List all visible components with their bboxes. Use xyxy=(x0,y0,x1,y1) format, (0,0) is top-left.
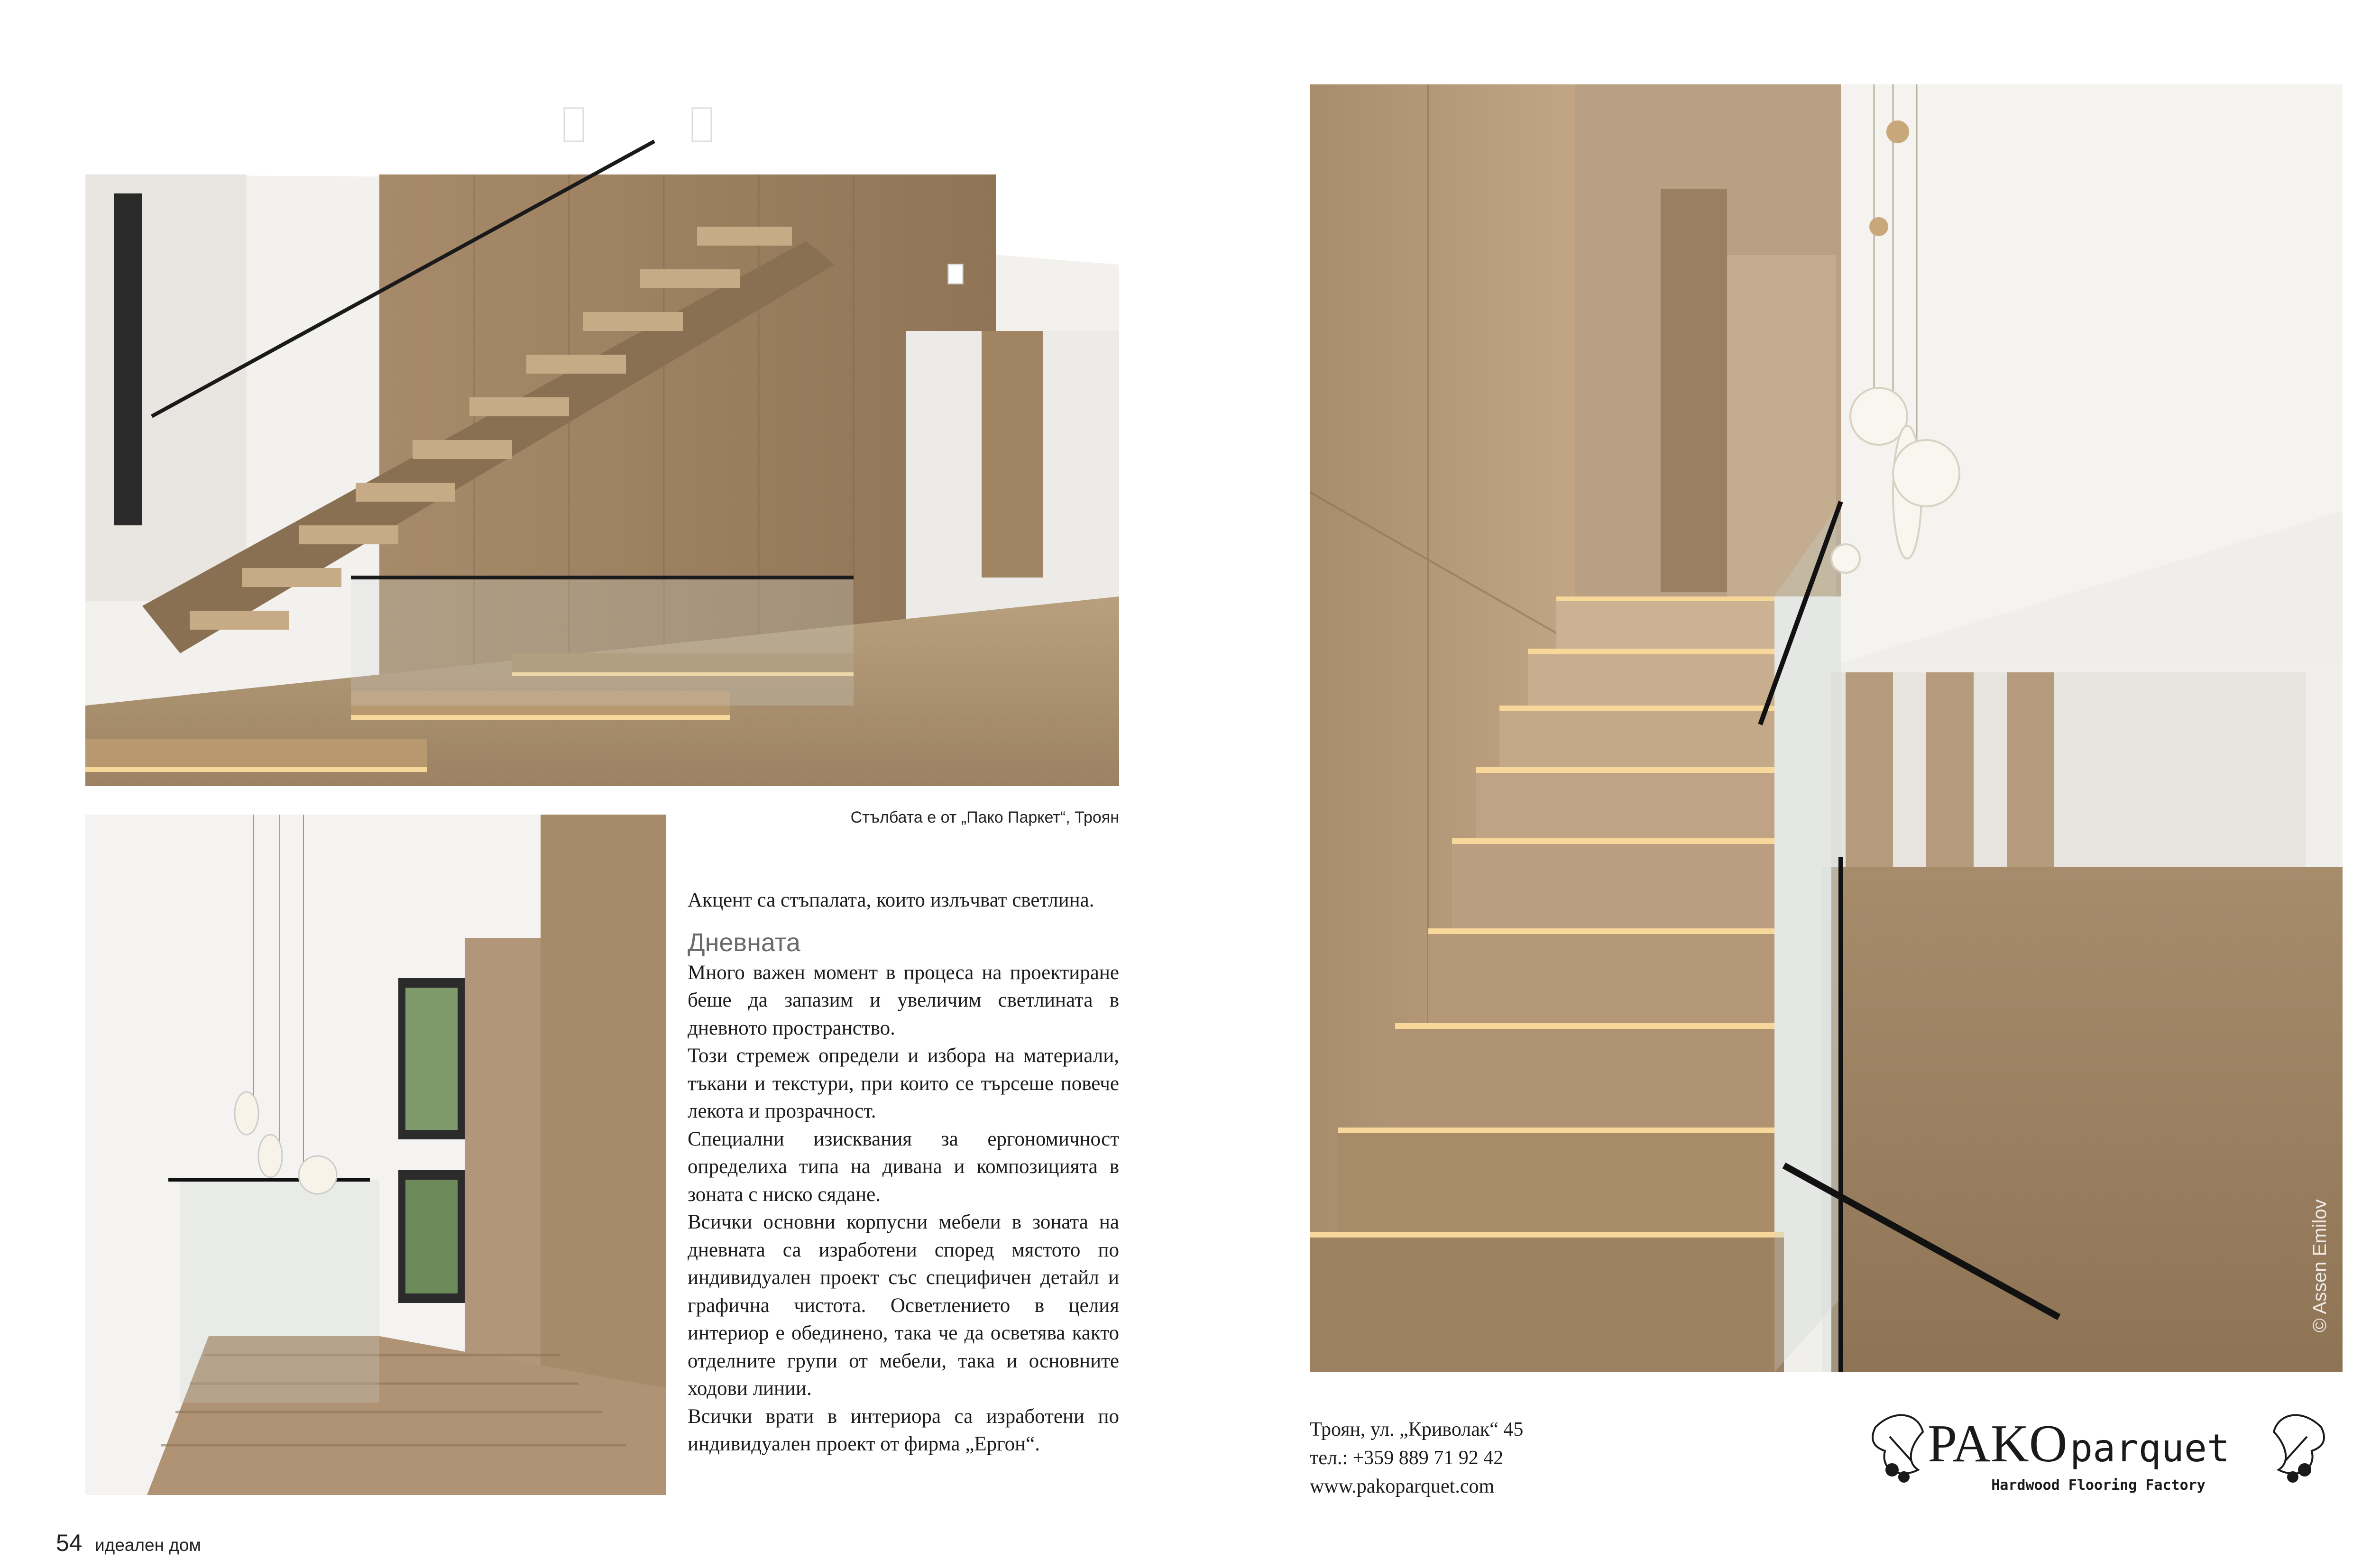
contact-website[interactable]: www.pakoparquet.com xyxy=(1310,1476,1495,1497)
advertiser-contact xyxy=(1310,1415,1642,1501)
oak-leaf-ornament-icon xyxy=(1873,1415,1923,1482)
article-lead: Акцент са стъпалата, които излъчват светлина. xyxy=(688,889,1094,911)
logo-brand-light: parquet xyxy=(2070,1426,2230,1470)
staircase-photo-stairwell xyxy=(85,815,666,1495)
article-paragraph: Всички основни корпусни мебели в зоната на дневната са изработени според мястото по индивидуален проект със специфичен детайл и графична чистота. Осветлението в целия интериор е обединено, така че да осветява както отделните групи от мебели, така и основните ходови линии. xyxy=(688,1211,1119,1400)
photo-credit: © Assen Emilov xyxy=(2309,1199,2330,1332)
staircase-photo-wide xyxy=(85,84,1119,786)
section-heading: Дневната xyxy=(688,928,800,957)
magazine-name: идеален дом xyxy=(95,1535,201,1555)
staircase-photo-led-steps xyxy=(1310,84,2343,1372)
oak-leaf-ornament-icon xyxy=(2274,1415,2324,1482)
article-paragraph: Този стремеж определи и избора на материали, тъкани и текстури, при които се търсеше повече лекота и прозрачност. xyxy=(688,1045,1119,1122)
article-body xyxy=(688,887,1119,1458)
contact-phone: тел.: +359 889 71 92 42 xyxy=(1310,1447,1504,1469)
photo-caption: Стълбата е от „Пако Паркет“, Троян xyxy=(850,808,1119,826)
article-paragraph: Много важен момент в процеса на проектиране беше да запазим и увеличим светлината в дневното пространство. xyxy=(688,961,1119,1039)
article-paragraph: Специални изисквания за ергономичност определиха типа на дивана и композицията в зоната с ниско сядане. xyxy=(688,1128,1119,1206)
pako-parquet-logo xyxy=(1866,1399,2331,1503)
logo-tagline: Hardwood Flooring Factory xyxy=(1991,1477,2206,1494)
article-paragraph: Всички врати в интериора са изработени по индивидуален проект от фирма „Ергон“. xyxy=(688,1405,1119,1455)
logo-brand-bold: PAKO xyxy=(1928,1414,2068,1473)
contact-address: Троян, ул. „Криволак“ 45 xyxy=(1310,1419,1524,1440)
page-number: 54 xyxy=(56,1530,83,1556)
